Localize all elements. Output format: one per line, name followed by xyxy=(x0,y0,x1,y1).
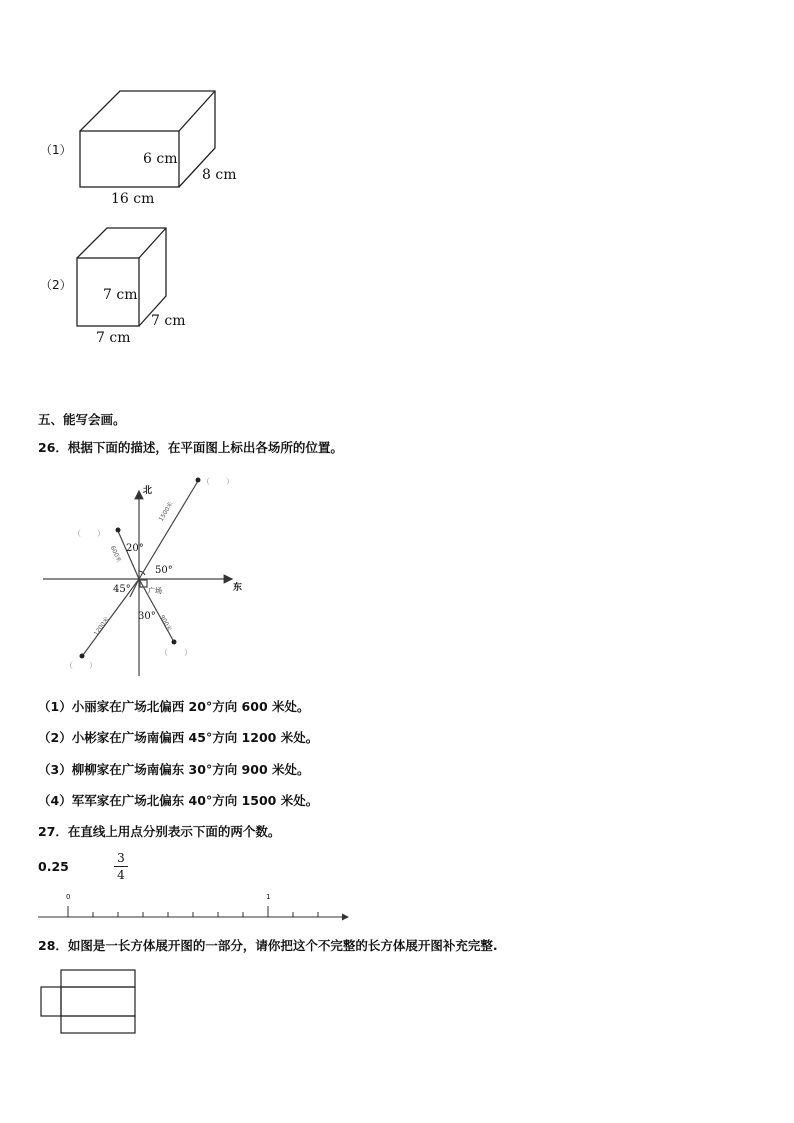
cuboid1-label: （1） xyxy=(40,143,72,157)
cuboid2-height-label: 7 cm xyxy=(103,287,138,303)
net-middle-face xyxy=(61,987,135,1016)
net-bottom-face xyxy=(61,1016,135,1033)
q28-prompt: 28．如图是一长方体展开图的一部分，请你把这个不完整的长方体展开图补充完整. xyxy=(38,938,498,953)
q27-prompt: 27．在直线上用点分别表示下面的两个数。 xyxy=(38,824,281,839)
angle-se: 30° xyxy=(138,611,156,622)
blank-ne: （ ） xyxy=(202,477,234,486)
dist-se: 900米 xyxy=(158,613,173,633)
blank-nw: （ ） xyxy=(73,529,105,538)
cuboid2-length-label: 7 cm xyxy=(96,330,131,346)
q26-item-3: （3）柳柳家在广场南偏东 30°方向 900 米处。 xyxy=(38,762,310,777)
blank-sw: （ ） xyxy=(65,661,97,670)
q26-item-4: （4）军军家在广场北偏东 40°方向 1500 米处。 xyxy=(38,793,319,808)
north-label: 北 xyxy=(143,486,153,496)
dist-nw: 600米 xyxy=(108,544,123,564)
fraction-numerator: 3 xyxy=(117,851,125,865)
dist-sw: 1200米 xyxy=(92,615,111,638)
q27-decimal: 0.25 xyxy=(38,859,69,874)
net-top-face xyxy=(61,970,135,987)
tick-label-0: 0 xyxy=(66,893,71,901)
dist-ne: 1500米 xyxy=(157,500,175,523)
cuboid1-height-label: 6 cm xyxy=(143,151,178,167)
angle-ne: 50° xyxy=(155,565,173,576)
section-heading: 五、能写会画。 xyxy=(38,412,126,427)
q26-item-1: （1）小丽家在广场北偏西 20°方向 600 米处。 xyxy=(38,699,310,714)
cuboid2-depth-label: 7 cm xyxy=(151,313,186,329)
blank-se: （ ） xyxy=(160,648,192,657)
angle-nw: 20° xyxy=(126,543,144,554)
q26-item-2: （2）小彬家在广场南偏西 45°方向 1200 米处。 xyxy=(38,730,319,745)
cuboid1-depth-label: 8 cm xyxy=(202,167,237,183)
fraction-denominator: 4 xyxy=(117,868,125,882)
net-side-face xyxy=(41,987,61,1016)
angle-sw: 45° xyxy=(113,584,131,595)
q26-prompt: 26．根据下面的描述，在平面图上标出各场所的位置。 xyxy=(38,440,343,455)
cuboid1-length-label: 16 cm xyxy=(111,191,155,207)
center-label: 广场 xyxy=(148,587,162,595)
east-label: 东 xyxy=(233,583,243,593)
cuboid2-label: （2） xyxy=(40,278,72,292)
tick-label-1: 1 xyxy=(266,893,271,901)
